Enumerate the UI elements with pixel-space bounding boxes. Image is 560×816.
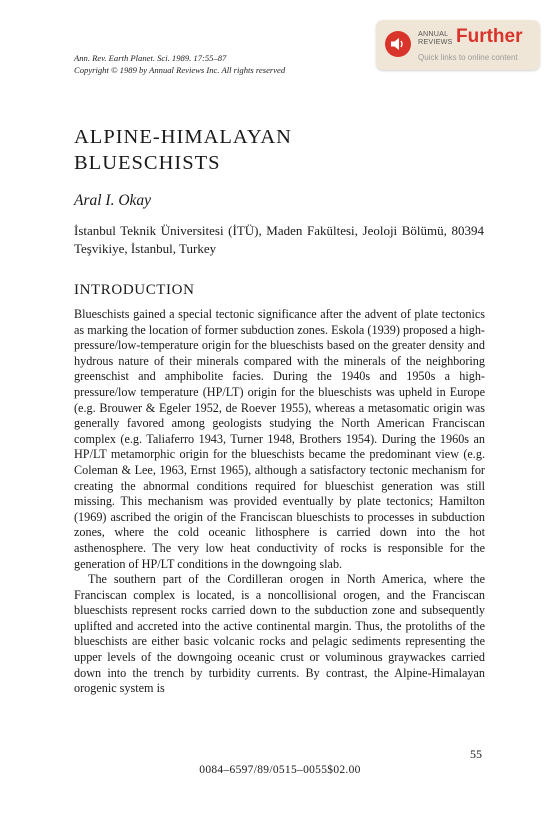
annual-reviews-logo-text: ANNUAL REVIEWS (418, 29, 453, 46)
paragraph-1: Blueschists gained a special tectonic significance after the advent of plate tectonics as marking the location of former subduction zones. Eskola (1939) proposed a high-pressure/low-temperature origin for the blueschists based on the greater density and hydrous nature of their minerals compared with the minerals of the neighboring greenschist and amphibolite facies. During the 1940s and 1950s a high-pressure/low temperature (HP/LT) origin for the blueschists was upheld in Europe (e.g. Brouwer & Egeler 1952, de Roever 1955), whereas a metasomatic origin was generally favored among geologists studying the North American Franciscan complex (e.g. Taliaferro 1943, Turner 1948, Brothers 1954). During the 1960s an HP/LT metamorphic origin for the blueschists became the predominant view (e.g. Coleman & Lee, 1963, Ernst 1965), although a satisfactory tectonic mechanism for creating the abnormal conditions required for blueschist generation was still missing. This mechanism was provided eventually by plate tectonics; Hamilton (1969) ascribed the origin of the Franciscan blueschists to processes in subduction zones, where the cold oceanic lithosphere is carried down into the hot asthenosphere. The very low heat conductivity of rocks is responsible for the generation of HP/LT conditions in the downgoing slab. (74, 307, 485, 571)
further-label[interactable]: Further (456, 26, 523, 47)
paragraph-2: The southern part of the Cordilleran orogen in North America, where the Franciscan complex is located, is a noncollisional orogen, and the Franciscan blueschists represent rocks carried down to the subduction zone and subsequently uplifted and accreted into the active continental margin. Thus, the protoliths of the blueschists are either basic volcanic rocks and pelagic sediments representing the upper levels of the downgoing oceanic crust or voluminous graywackes carried down into the trench by turbidity currents. By contrast, the Alpine-Himalayan orogenic system is (74, 572, 485, 696)
body-text (74, 307, 485, 697)
article-code: 0084–6597/89/0515–0055$02.00 (199, 764, 361, 776)
further-sublabel: Quick links to online content (418, 53, 518, 62)
author-name: Aral I. Okay (74, 192, 152, 209)
article-title (74, 124, 292, 176)
article-title-line-2: BLUESCHISTS (74, 152, 221, 174)
journal-citation (74, 52, 285, 76)
author-affiliation: İstanbul Teknik Üniversitesi (İTÜ), Maden Fakültesi, Jeoloji Bölümü, 80394 Teşvikiye, İstanbul, Turkey (74, 223, 484, 256)
further-links-banner[interactable] (376, 20, 540, 70)
speaker-icon (385, 31, 411, 57)
citation-line-2: Copyright © 1989 by Annual Reviews Inc. All rights reserved (74, 65, 286, 75)
page-number: 55 (470, 747, 482, 761)
article-title-line-1: ALPINE-HIMALAYAN (74, 126, 292, 148)
section-heading: INTRODUCTION (74, 282, 195, 298)
citation-line-1: Ann. Rev. Earth Planet. Sci. 1989. 17:55–87 (74, 53, 227, 63)
